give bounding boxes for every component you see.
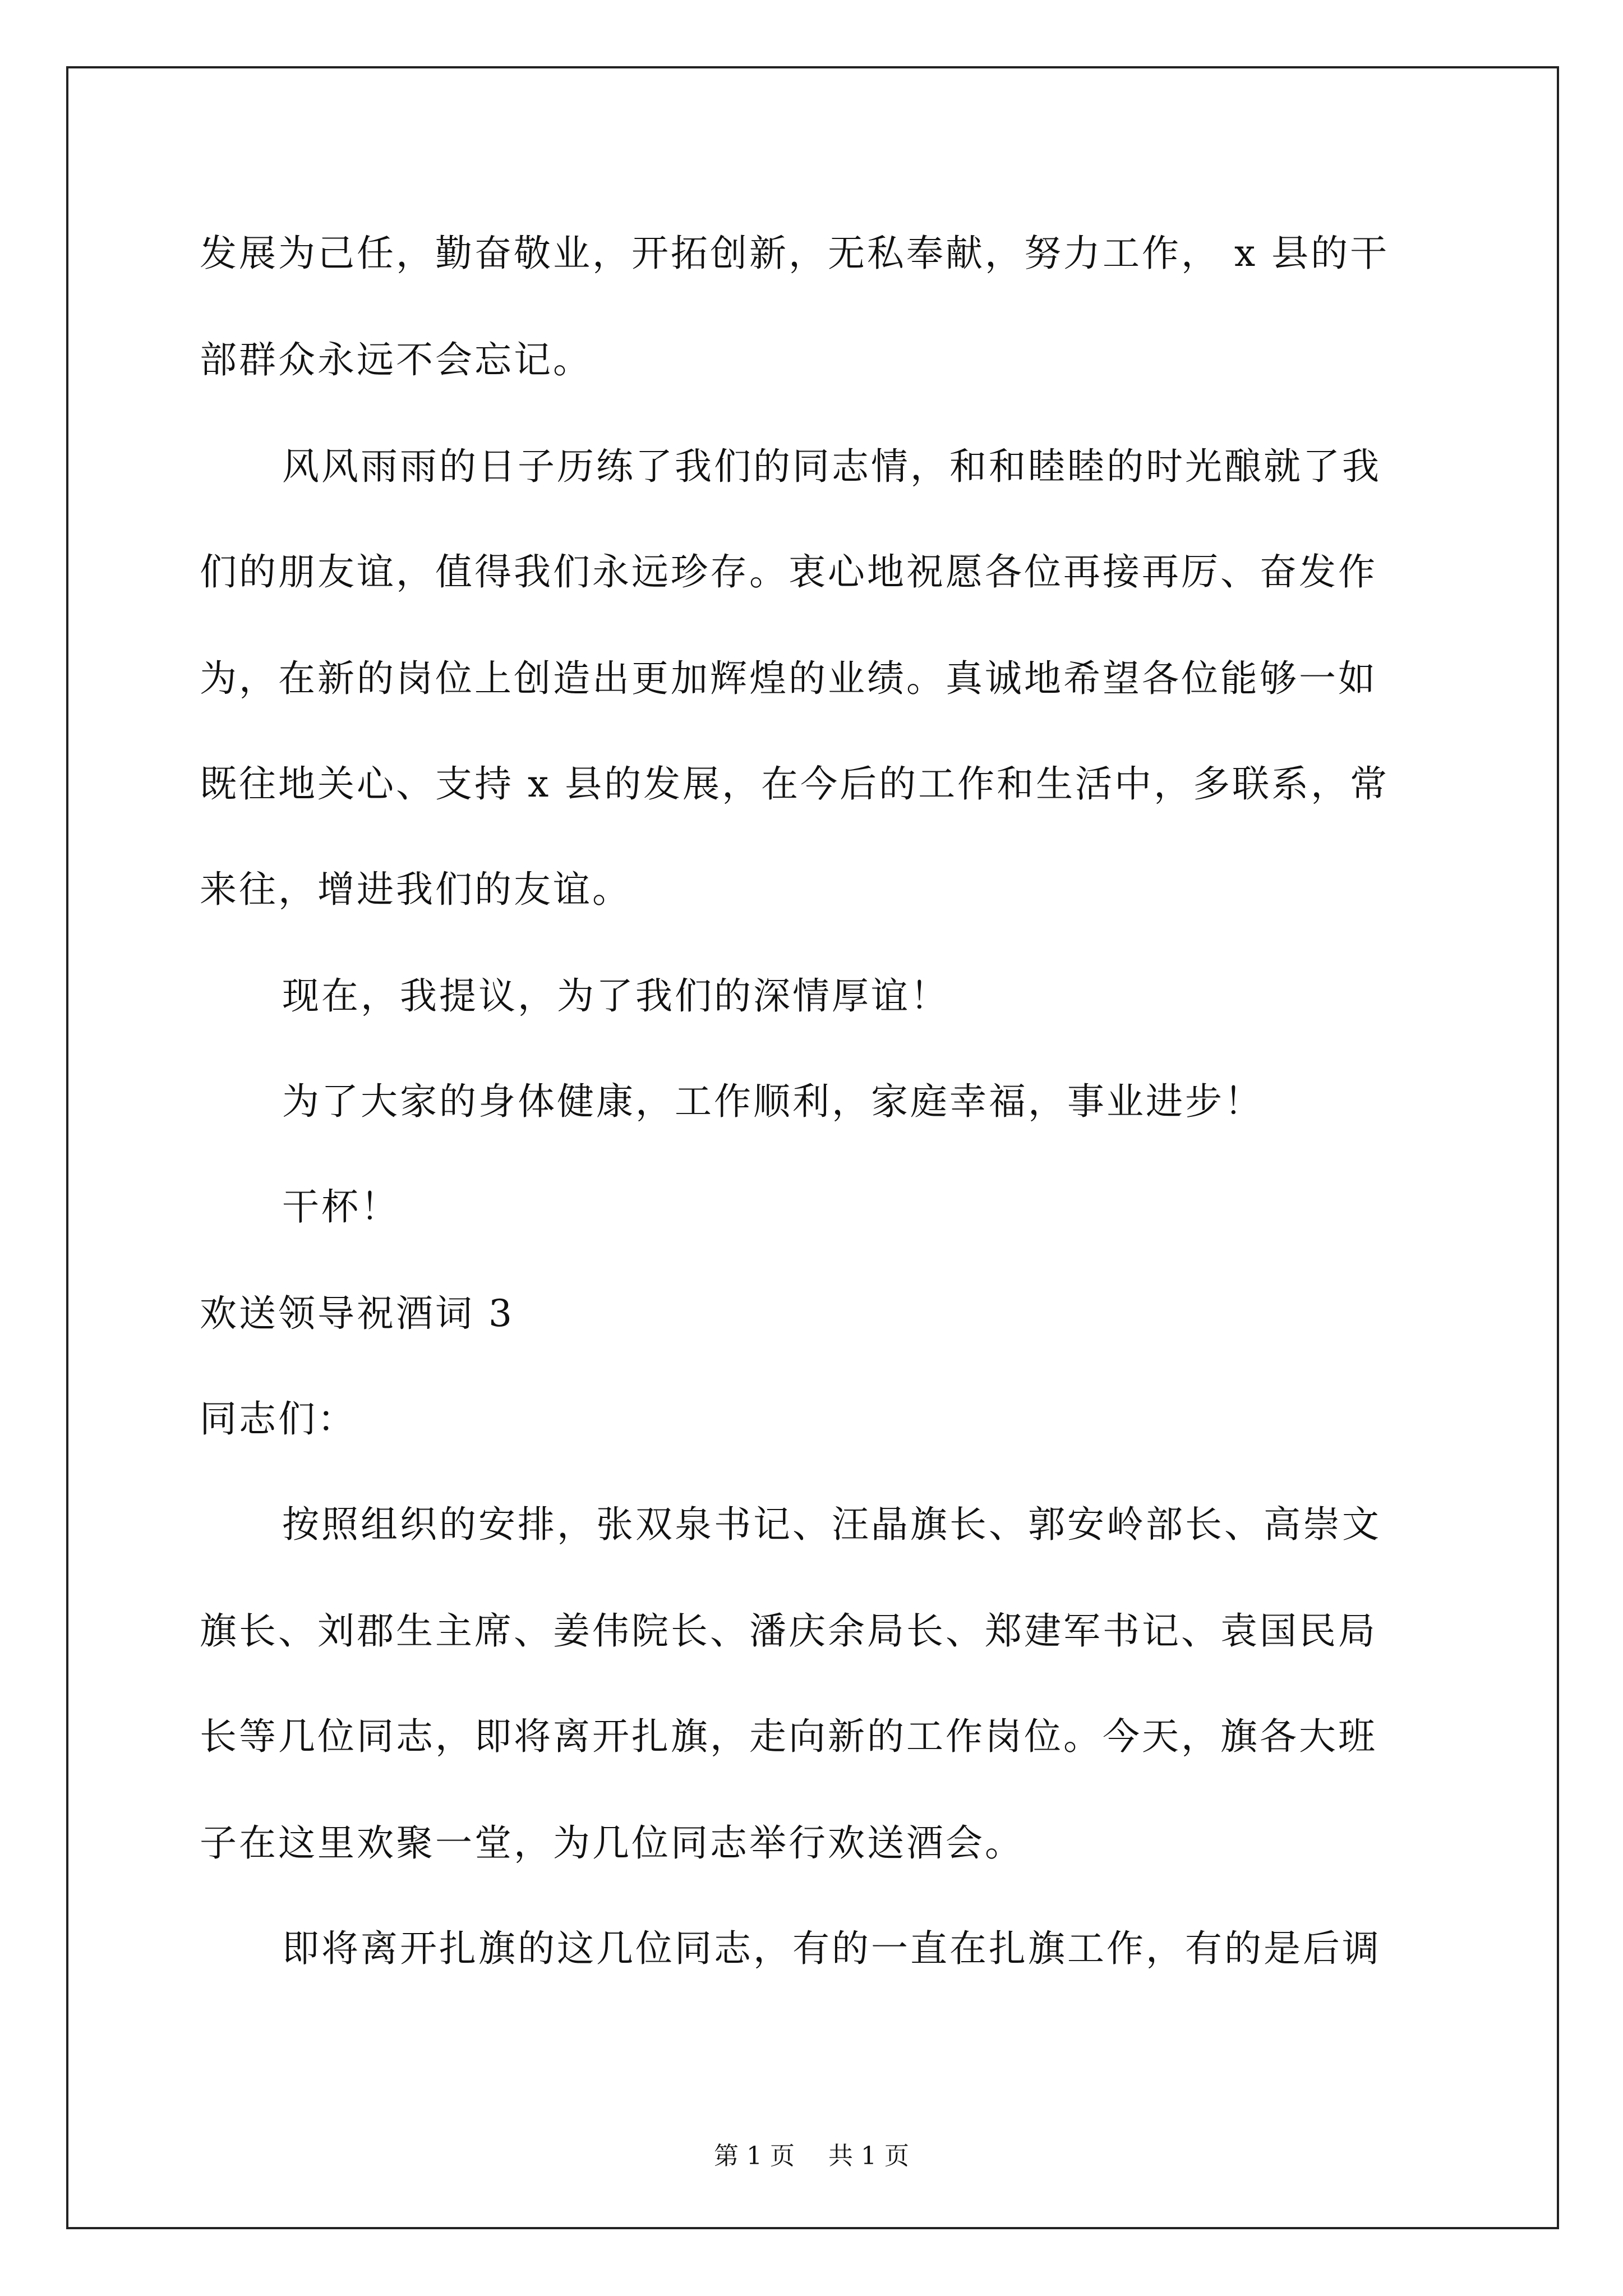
paragraph-start-line: 即将离开扎旗的这几位同志，有的一直在扎旗工作，有的是后调 — [282, 1927, 1381, 1970]
page-border — [66, 66, 1559, 2229]
text-line: 子在这里欢聚一堂，为几位同志举行欢送酒会。 — [200, 1821, 1024, 1865]
text-line: 为，在新的岗位上创造出更加辉煌的业绩。真诚地希望各位能够一如 — [200, 657, 1377, 700]
paragraph-start-line: 按照组织的安排，张双泉书记、汪晶旗长、郭安岭部长、高崇文 — [282, 1503, 1381, 1546]
text-line: 部群众永远不会忘记。 — [200, 338, 592, 381]
text-line: 来往，增进我们的友谊。 — [200, 868, 631, 911]
section-heading: 欢送领导祝酒词 3 — [200, 1292, 514, 1335]
paragraph-start-line: 现在，我提议，为了我们的深情厚谊！ — [282, 974, 949, 1018]
text-line: 们的朋友谊，值得我们永远珍存。衷心地祝愿各位再接再厉、奋发作 — [200, 550, 1377, 593]
text-line: 发展为己任，勤奋敬业，开拓创新，无私奉献，努力工作， x 县的干 — [200, 232, 1390, 275]
paragraph-start-line: 干杯！ — [282, 1185, 400, 1228]
page-total: 共 1 页 — [828, 2142, 909, 2170]
text-line: 旗长、刘郡生主席、姜伟院长、潘庆余局长、郑建军书记、袁国民局 — [200, 1609, 1377, 1653]
paragraph-start-line: 风风雨雨的日子历练了我们的同志情，和和睦睦的时光酿就了我 — [282, 445, 1381, 488]
text-line: 长等几位同志，即将离开扎旗，走向新的工作岗位。今天，旗各大班 — [200, 1715, 1377, 1758]
page-footer — [0, 2141, 1623, 2172]
salutation: 同志们： — [200, 1397, 357, 1441]
paragraph-start-line: 为了大家的身体健康，工作顺利，家庭幸福，事业进步！ — [282, 1080, 1264, 1123]
page-number: 第 1 页 — [714, 2142, 795, 2170]
text-line: 既往地关心、支持 x 县的发展，在今后的工作和生活中，多联系，常 — [200, 762, 1390, 806]
